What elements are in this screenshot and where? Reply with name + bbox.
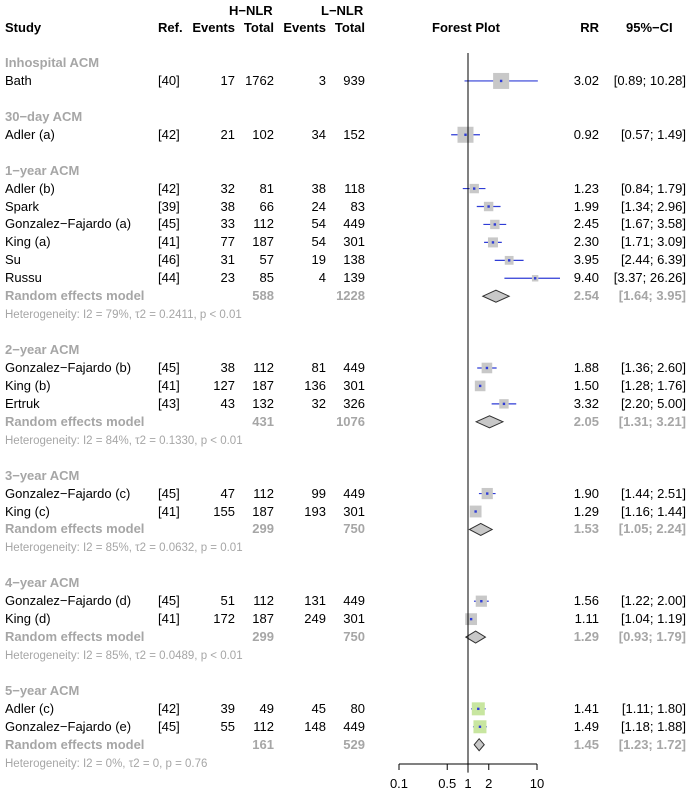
h-total: 187 <box>252 504 274 519</box>
summary-h-total: 299 <box>252 629 274 644</box>
h-events: 155 <box>213 504 235 519</box>
header-l-total: Total <box>334 20 365 35</box>
summary-diamond <box>476 416 503 428</box>
study-ref: [43] <box>158 396 180 411</box>
h-events: 43 <box>220 396 235 411</box>
rr-value: 9.40 <box>573 270 599 285</box>
rr-value: 1.49 <box>573 719 599 734</box>
l-total: 80 <box>350 701 365 716</box>
l-events: 24 <box>311 199 326 214</box>
l-events: 81 <box>311 360 326 375</box>
point-estimate <box>487 205 489 207</box>
h-events: 38 <box>220 199 235 214</box>
heterogeneity-text: Heterogeneity: I2 = 0%, τ2 = 0, p = 0.76 <box>5 758 208 770</box>
header-h-total: Total <box>243 20 274 35</box>
heterogeneity-text: Heterogeneity: I2 = 85%, τ2 = 0.0632, p = 0.01 <box>5 542 243 554</box>
study-ref: [41] <box>158 234 180 249</box>
summary-ci: [1.64; 3.95] <box>618 288 686 303</box>
x-tick-label: 0.1 <box>389 776 409 791</box>
point-estimate <box>486 367 488 369</box>
h-total: 187 <box>252 378 274 393</box>
h-total: 187 <box>252 611 274 626</box>
l-events: 3 <box>318 73 326 88</box>
ci-value: [1.44; 2.51] <box>620 486 686 501</box>
rr-value: 3.95 <box>573 252 599 267</box>
h-events: 172 <box>213 611 235 626</box>
l-events: 38 <box>311 181 326 196</box>
h-total: 57 <box>259 252 274 267</box>
point-estimate <box>503 403 505 405</box>
l-events: 99 <box>311 486 326 501</box>
rr-value: 1.56 <box>573 593 599 608</box>
h-total: 112 <box>253 486 274 501</box>
ci-value: [0.89; 10.28] <box>613 73 686 88</box>
ci-value: [1.18; 1.88] <box>620 719 686 734</box>
l-events: 131 <box>304 593 326 608</box>
header-group-h: H−NLR <box>229 3 273 18</box>
summary-label: Random effects model <box>5 288 145 303</box>
study-name: King (d) <box>5 611 51 626</box>
study-ref: [40] <box>158 73 180 88</box>
ci-value: [2.20; 5.00] <box>620 396 686 411</box>
point-estimate <box>486 492 488 494</box>
ci-value: [3.37; 26.26] <box>613 270 686 285</box>
l-total: 301 <box>343 504 365 519</box>
rr-value: 1.90 <box>573 486 599 501</box>
l-total: 449 <box>343 360 365 375</box>
point-estimate <box>479 385 481 387</box>
study-name: King (c) <box>5 504 50 519</box>
rr-value: 1.88 <box>573 360 599 375</box>
rr-value: 1.50 <box>573 378 599 393</box>
summary-l-total: 750 <box>343 629 365 644</box>
study-ref: [44] <box>158 270 180 285</box>
summary-ci: [1.31; 3.21] <box>618 414 686 429</box>
summary-rr: 2.54 <box>573 288 599 303</box>
ci-value: [1.22; 2.00] <box>620 593 686 608</box>
point-estimate <box>477 708 479 710</box>
h-total: 66 <box>259 199 274 214</box>
study-name: Gonzalez−Fajardo (a) <box>5 216 132 231</box>
point-estimate <box>464 134 466 136</box>
section-label: 5−year ACM <box>5 683 80 698</box>
h-events: 77 <box>220 234 235 249</box>
section-label: Inhospital ACM <box>5 55 100 70</box>
ci-value: [1.36; 2.60] <box>620 360 686 375</box>
rr-value: 1.41 <box>573 701 599 716</box>
section-label: 4−year ACM <box>5 575 80 590</box>
header-l-events: Events <box>283 20 326 35</box>
section-label: 2−year ACM <box>5 342 80 357</box>
l-total: 301 <box>343 234 365 249</box>
study-name: Adler (b) <box>5 181 55 196</box>
study-ref: [45] <box>158 216 180 231</box>
summary-h-total: 588 <box>252 288 274 303</box>
ci-value: [1.16; 1.44] <box>620 504 686 519</box>
rr-value: 1.11 <box>574 611 599 626</box>
ci-value: [0.57; 1.49] <box>620 127 686 142</box>
summary-h-total: 161 <box>252 737 274 752</box>
study-name: Su <box>5 252 21 267</box>
header-forest-plot: Forest Plot <box>432 20 500 35</box>
study-name: King (b) <box>5 378 51 393</box>
point-estimate <box>473 187 475 189</box>
l-total: 326 <box>343 396 365 411</box>
header-h-events: Events <box>192 20 235 35</box>
header-rr: RR <box>580 20 599 35</box>
l-events: 136 <box>304 378 326 393</box>
h-total: 187 <box>252 234 274 249</box>
l-total: 449 <box>343 216 365 231</box>
l-events: 34 <box>311 127 326 142</box>
l-events: 4 <box>318 270 326 285</box>
point-estimate <box>494 223 496 225</box>
point-estimate <box>479 726 481 728</box>
study-name: Spark <box>5 199 39 214</box>
summary-ci: [1.05; 2.24] <box>618 521 686 536</box>
summary-diamond <box>466 631 486 643</box>
h-events: 21 <box>220 127 235 142</box>
ci-value: [1.04; 1.19] <box>620 611 686 626</box>
h-total: 49 <box>259 701 274 716</box>
study-name: Gonzalez−Fajardo (c) <box>5 486 131 501</box>
header-ref: Ref. <box>158 20 183 35</box>
point-estimate <box>500 80 502 82</box>
h-total: 112 <box>253 216 274 231</box>
h-events: 127 <box>213 378 235 393</box>
study-name: Bath <box>5 73 32 88</box>
rr-value: 1.29 <box>573 504 599 519</box>
l-total: 449 <box>343 486 365 501</box>
h-events: 31 <box>220 252 235 267</box>
x-tick-label: 10 <box>529 776 545 791</box>
ci-value: [1.11; 1.80] <box>621 701 686 716</box>
point-estimate <box>534 277 536 279</box>
l-total: 118 <box>344 181 365 196</box>
x-tick-label: 2 <box>485 776 493 791</box>
summary-l-total: 1228 <box>336 288 365 303</box>
l-events: 54 <box>311 216 326 231</box>
h-events: 17 <box>220 73 235 88</box>
h-total: 102 <box>252 127 274 142</box>
study-ref: [45] <box>158 593 180 608</box>
summary-l-total: 529 <box>343 737 365 752</box>
ci-value: [2.44; 6.39] <box>620 252 686 267</box>
summary-label: Random effects model <box>5 414 145 429</box>
rr-value: 2.30 <box>573 234 599 249</box>
summary-rr: 2.05 <box>573 414 599 429</box>
heterogeneity-text: Heterogeneity: I2 = 84%, τ2 = 0.1330, p < 0.01 <box>5 435 243 447</box>
point-estimate <box>474 510 476 512</box>
rr-value: 3.32 <box>573 396 599 411</box>
summary-ci: [0.93; 1.79] <box>618 629 686 644</box>
ci-value: [1.28; 1.76] <box>620 378 686 393</box>
study-name: Gonzalez−Fajardo (e) <box>5 719 132 734</box>
study-name: Russu <box>5 270 42 285</box>
summary-diamond <box>483 290 509 302</box>
header-study: Study <box>5 20 42 35</box>
study-name: Gonzalez−Fajardo (d) <box>5 593 132 608</box>
h-total: 112 <box>253 719 274 734</box>
l-events: 249 <box>304 611 326 626</box>
l-total: 83 <box>350 199 365 214</box>
h-events: 38 <box>220 360 235 375</box>
section-label: 3−year ACM <box>5 468 80 483</box>
section-label: 1−year ACM <box>5 163 80 178</box>
study-ref: [42] <box>158 701 180 716</box>
h-events: 55 <box>220 719 235 734</box>
point-estimate <box>480 600 482 602</box>
ci-value: [1.67; 3.58] <box>620 216 686 231</box>
study-ref: [41] <box>158 378 180 393</box>
h-events: 47 <box>220 486 235 501</box>
rr-value: 1.23 <box>573 181 599 196</box>
l-total: 138 <box>343 252 365 267</box>
summary-label: Random effects model <box>5 521 145 536</box>
l-events: 193 <box>304 504 326 519</box>
summary-rr: 1.45 <box>573 737 599 752</box>
study-ref: [39] <box>158 199 180 214</box>
study-name: Gonzalez−Fajardo (b) <box>5 360 132 375</box>
study-ref: [45] <box>158 486 180 501</box>
h-events: 51 <box>220 593 235 608</box>
ci-value: [0.84; 1.79] <box>620 181 686 196</box>
study-ref: [45] <box>158 719 180 734</box>
rr-value: 1.99 <box>573 199 599 214</box>
h-total: 85 <box>259 270 274 285</box>
l-events: 19 <box>311 252 326 267</box>
h-total: 1762 <box>245 73 274 88</box>
l-events: 54 <box>311 234 326 249</box>
summary-l-total: 1076 <box>336 414 365 429</box>
l-events: 32 <box>311 396 326 411</box>
summary-h-total: 299 <box>252 521 274 536</box>
l-total: 449 <box>343 593 365 608</box>
l-events: 148 <box>304 719 326 734</box>
heterogeneity-text: Heterogeneity: I2 = 79%, τ2 = 0.2411, p < 0.01 <box>5 309 242 321</box>
study-ref: [46] <box>158 252 180 267</box>
h-total: 112 <box>253 593 274 608</box>
header-ci: 95%−CI <box>626 20 673 35</box>
h-events: 33 <box>220 216 235 231</box>
study-name: Adler (a) <box>5 127 55 142</box>
study-name: Ertruk <box>5 396 40 411</box>
ci-value: [1.71; 3.09] <box>620 234 686 249</box>
summary-label: Random effects model <box>5 737 145 752</box>
h-events: 32 <box>220 181 235 196</box>
h-total: 112 <box>253 360 274 375</box>
l-events: 45 <box>311 701 326 716</box>
point-estimate <box>470 618 472 620</box>
section-label: 30−day ACM <box>5 109 83 124</box>
rr-value: 0.92 <box>573 127 599 142</box>
l-total: 301 <box>343 378 365 393</box>
point-estimate <box>492 241 494 243</box>
study-ref: [42] <box>158 181 180 196</box>
summary-l-total: 750 <box>343 521 365 536</box>
heterogeneity-text: Heterogeneity: I2 = 85%, τ2 = 0.0489, p < 0.01 <box>5 650 243 662</box>
summary-diamond <box>474 739 484 751</box>
summary-diamond <box>469 523 492 535</box>
study-name: Adler (c) <box>5 701 55 716</box>
h-total: 81 <box>259 181 274 196</box>
rr-value: 3.02 <box>573 73 599 88</box>
rr-value: 2.45 <box>573 216 599 231</box>
summary-label: Random effects model <box>5 629 145 644</box>
study-ref: [45] <box>158 360 180 375</box>
x-tick-label: 0.5 <box>438 776 457 791</box>
h-total: 132 <box>252 396 274 411</box>
study-ref: [42] <box>158 127 180 142</box>
study-ref: [41] <box>158 504 180 519</box>
ci-value: [1.34; 2.96] <box>620 199 686 214</box>
h-events: 39 <box>220 701 235 716</box>
l-total: 152 <box>343 127 365 142</box>
l-total: 449 <box>343 719 365 734</box>
x-tick-label: 1 <box>464 776 472 791</box>
study-ref: [41] <box>158 611 180 626</box>
h-events: 23 <box>220 270 235 285</box>
header-group-l: L−NLR <box>321 3 364 18</box>
l-total: 939 <box>343 73 365 88</box>
summary-rr: 1.29 <box>573 629 599 644</box>
summary-h-total: 431 <box>252 414 274 429</box>
point-estimate <box>508 259 510 261</box>
summary-ci: [1.23; 1.72] <box>618 737 686 752</box>
l-total: 139 <box>343 270 365 285</box>
l-total: 301 <box>343 611 365 626</box>
study-name: King (a) <box>5 234 51 249</box>
summary-rr: 1.53 <box>573 521 599 536</box>
